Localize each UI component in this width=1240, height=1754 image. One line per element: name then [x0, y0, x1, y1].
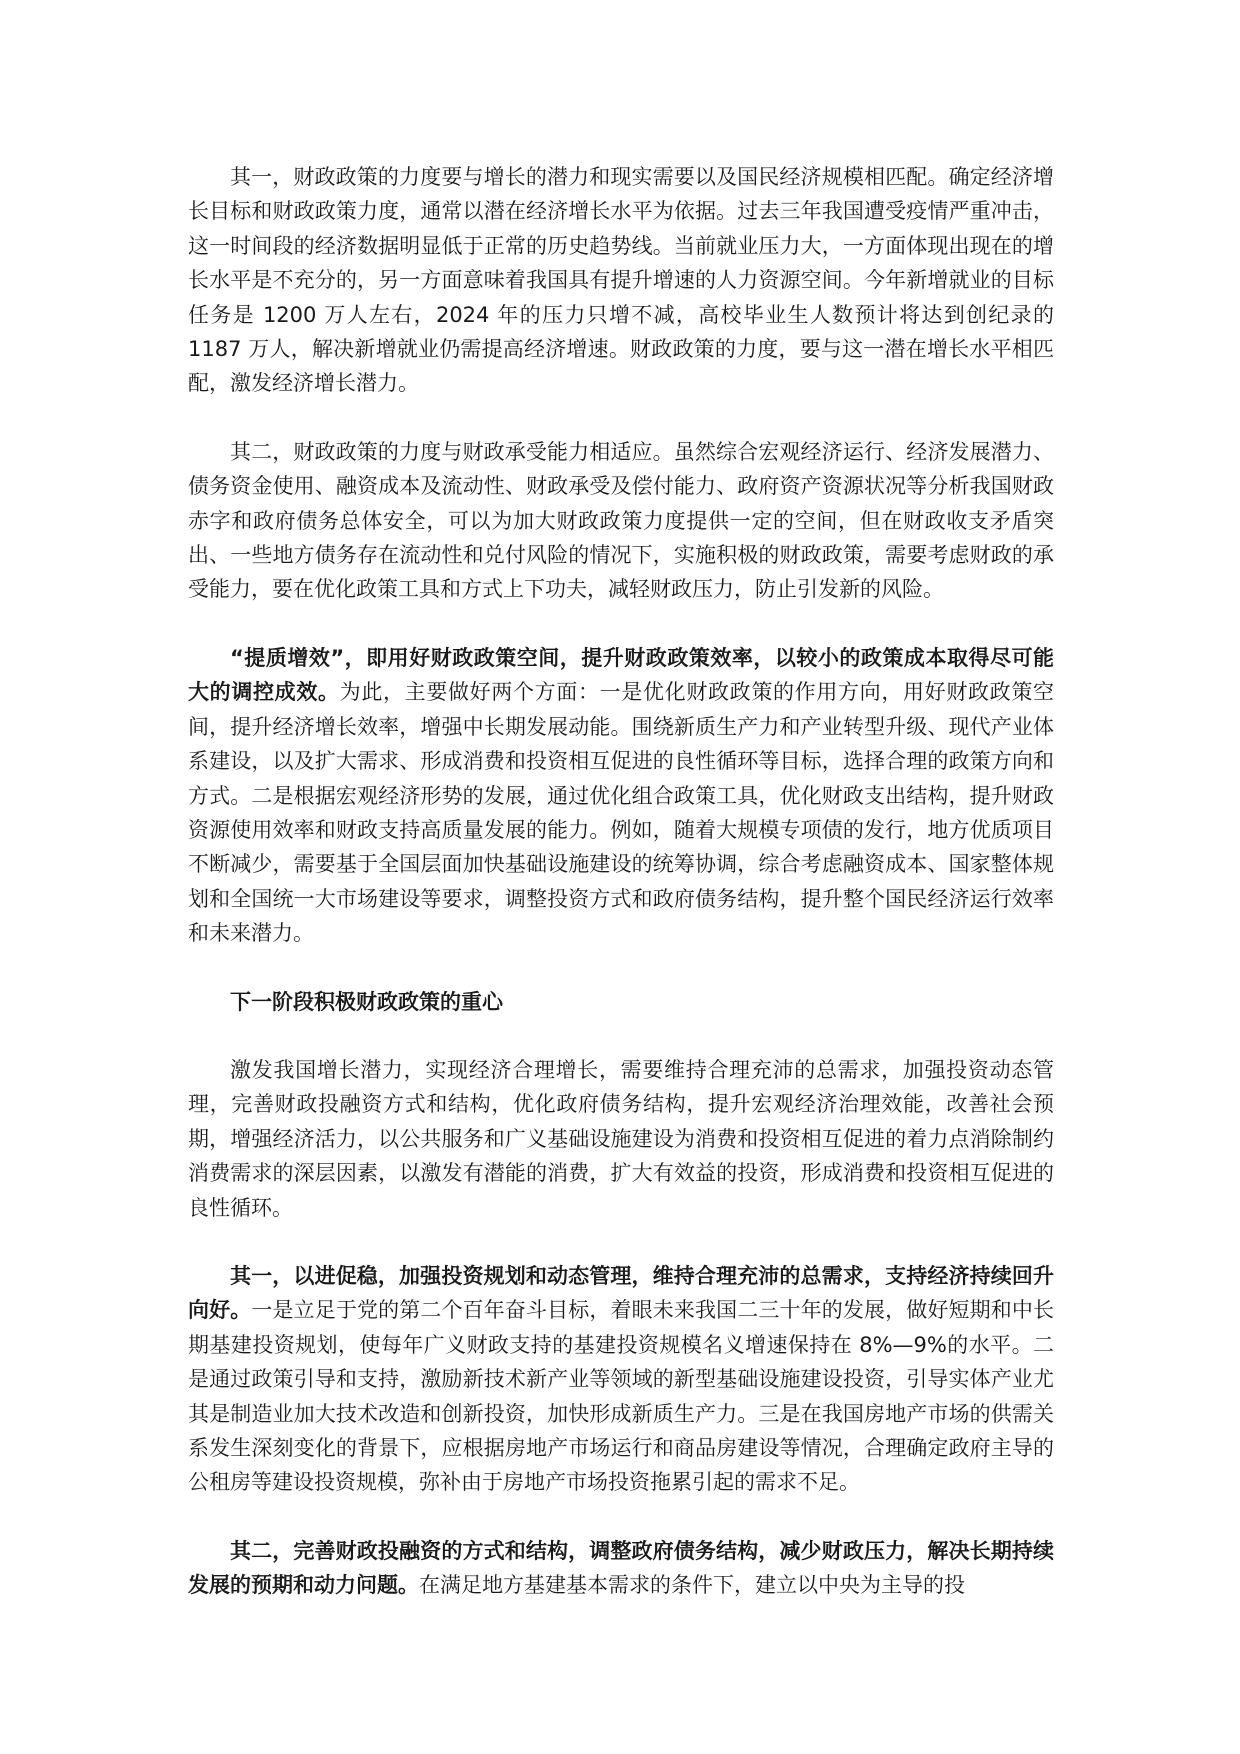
paragraph-6-text: 在满足地方基建基本需求的条件下，建立以中央为主导的投: [419, 1573, 965, 1598]
paragraph-4: [188, 1053, 1054, 1225]
paragraph-1-text: 其一，财政政策的力度要与增长的潜力和现实需要以及国民经济规模相匹配。确定经济增长目标和财政政策力度，通常以潜在经济增长水平为依据。过去三年我国遭受疫情严重冲击，这一时间段的经济数据明显低于正常的历史趋势线。当前就业压力大，一方面体现出现在的增长水平是不充分的，另一方面意味着我国具有提升增速的人力资源空间。今年新增就业的目标任务是 1200 万人左右，2024 年的压力只增不减，高校毕业生人数预计将达到创纪录的 1187 万人，解决新增就业仍需提高经济增速。财政政策的力度，要与这一潜在增长水平相匹配，激发经济增长潜力。: [188, 165, 1054, 396]
paragraph-6: [188, 1534, 1054, 1603]
paragraph-5-text: 一是立足于党的第二个百年奋斗目标，着眼未来我国二三十年的发展，做好短期和中长期基建投资规划，使每年广义财政支持的基建投资规模名义增速保持在 8%—9%的水平。二是通过政策引导和支持，激励新技术新产业等领域的新型基础设施建设投资，引导实体产业尤其是制造业加大技术改造和创新投资，加快形成新质生产力。三是在我国房地产市场的供需关系发生深刻变化的背景下，应根据房地产市场运行和商品房建设等情况，合理确定政府主导的公租房等建设投资规模，弥补由于房地产市场投资拖累引起的需求不足。: [188, 1298, 1054, 1495]
document-page: [188, 160, 1054, 1637]
paragraph-6-lead: 其二，完善财政投融资的方式和结构，调整政府债务结构，减少财政压力，解决长期持续发展的预期和动力问题。: [188, 1538, 1054, 1598]
paragraph-2-text: 其二，财政政策的力度与财政承受能力相适应。虽然综合宏观经济运行、经济发展潜力、债务资金使用、融资成本及流动性、财政承受及偿付能力、政府资产资源状况等分析我国财政赤字和政府债务总体安全，可以为加大财政政策力度提供一定的空间，但在财政收支矛盾突出、一些地方债务存在流动性和兑付风险的情况下，实施积极的财政政策，需要考虑财政的承受能力，要在优化政策工具和方式上下功夫，减轻财政压力，防止引发新的风险。: [188, 439, 1054, 602]
paragraph-5: [188, 1259, 1054, 1500]
paragraph-2: [188, 435, 1054, 607]
section-heading: 下一阶段积极财政政策的重心: [230, 989, 503, 1014]
paragraph-3-lead: “提质增效”，即用好财政政策空间，提升财政政策效率，以较小的政策成本取得尽可能大的调控成效。: [188, 645, 1054, 705]
paragraph-4-text: 激发我国增长潜力，实现经济合理增长，需要维持合理充沛的总需求，加强投资动态管理，完善财政投融资方式和结构，优化政府债务结构，提升宏观经济治理效能，改善社会预期，增强经济活力，以公共服务和广义基础设施建设为消费和投资相互促进的着力点消除制约消费需求的深层因素，以激发有潜能的消费，扩大有效益的投资，形成消费和投资相互促进的良性循环。: [188, 1057, 1054, 1220]
paragraph-3: [188, 641, 1054, 951]
paragraph-5-lead: 其一，以进促稳，加强投资规划和动态管理，维持合理充沛的总需求，支持经济持续回升向好。: [188, 1263, 1054, 1323]
paragraph-1: [188, 160, 1054, 401]
paragraph-3-text: 为此，主要做好两个方面：一是优化财政政策的作用方向，用好财政政策空间，提升经济增长效率，增强中长期发展动能。围绕新质生产力和产业转型升级、现代产业体系建设，以及扩大需求、形成消费和投资相互促进的良性循环等目标，选择合理的政策方向和方式。二是根据宏观经济形势的发展，通过优化组合政策工具，优化财政支出结构，提升财政资源使用效率和财政支持高质量发展的能力。例如，随着大规模专项债的发行，地方优质项目不断减少，需要基于全国层面加快基础设施建设的统筹协调，综合考虑融资成本、国家整体规划和全国统一大市场建设等要求，调整投资方式和政府债务结构，提升整个国民经济运行效率和未来潜力。: [188, 680, 1055, 946]
